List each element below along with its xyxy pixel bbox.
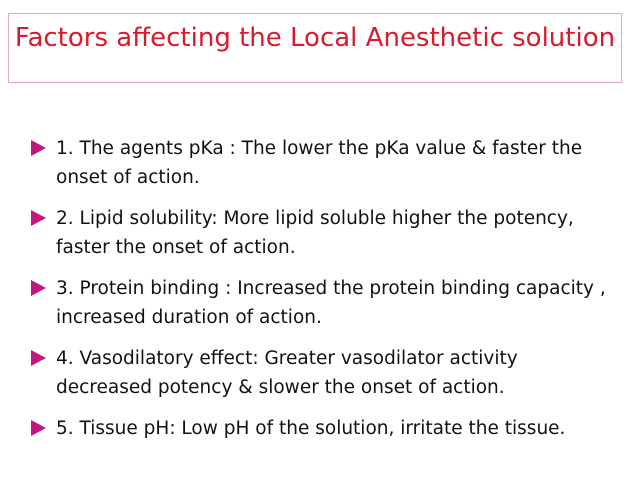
bullet-text: 2. Lipid solubility: More lipid soluble higher the potency, faster the onset of action. — [56, 208, 574, 258]
bullet-item — [28, 134, 618, 192]
bullet-text: 1. The agents pKa : The lower the pKa value & faster the onset of action. — [56, 138, 583, 188]
bullet-text: 4. Vasodilatory effect: Greater vasodilator activity decreased potency & slower the onset of action. — [56, 348, 518, 398]
bullet-text: 3. Protein binding : Increased the protein binding capacity , increased duration of action. — [56, 278, 606, 328]
triangle-right-icon — [31, 210, 46, 226]
bullet-item — [28, 204, 618, 262]
bullet-item — [28, 414, 618, 443]
bullet-list — [28, 134, 618, 455]
triangle-right-icon — [31, 420, 46, 436]
bullet-text: 5. Tissue pH: Low pH of the solution, irritate the tissue. — [56, 418, 566, 439]
slide-title: Factors affecting the Local Anesthetic solution — [14, 23, 616, 53]
triangle-right-icon — [31, 140, 46, 156]
title-box — [8, 13, 622, 83]
bullet-item — [28, 274, 618, 332]
triangle-right-icon — [31, 280, 46, 296]
triangle-right-icon — [31, 350, 46, 366]
bullet-item — [28, 344, 618, 402]
